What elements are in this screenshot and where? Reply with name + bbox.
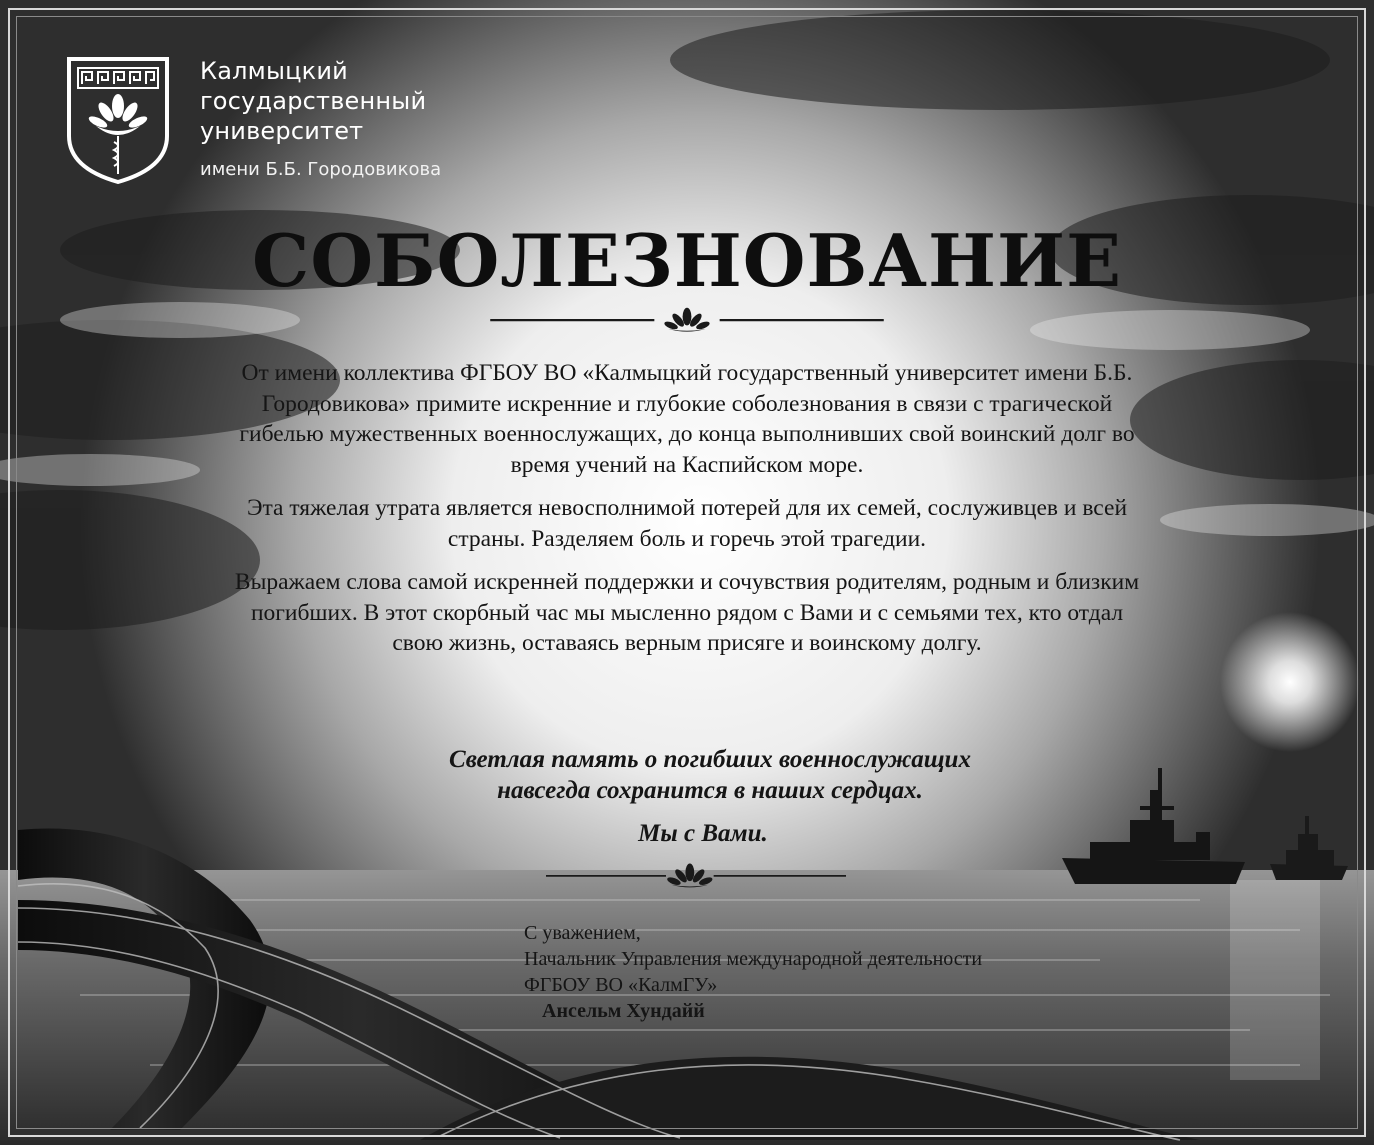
memory-line-2: навсегда сохранится в наших сердцах. <box>497 777 923 804</box>
signature-name: Ансельм Хундайй <box>542 1000 705 1022</box>
lotus-icon <box>663 308 710 332</box>
closing-phrase: Мы с Вами. <box>638 820 768 847</box>
page-title: СОБОЛЕЗНОВАНИЕ <box>252 218 1122 303</box>
signature-greeting: С уважением, <box>524 922 641 944</box>
university-name-line-2: государственный <box>200 87 427 115</box>
signature-block <box>524 920 982 1024</box>
condolence-body <box>230 358 1144 672</box>
lotus-icon <box>666 864 713 888</box>
memory-line-1: Светлая память о погибших военнослужащих <box>449 746 971 773</box>
top-divider <box>464 306 910 336</box>
university-name <box>200 56 441 182</box>
signature-position: Начальник Управления международной деятельности <box>524 948 983 970</box>
university-shield-logo <box>66 56 170 184</box>
university-subtitle: имени Б.Б. Городовикова <box>200 159 442 180</box>
signature-organization: ФГБОУ ВО «КалмГУ» <box>524 974 718 996</box>
bottom-divider <box>526 860 866 890</box>
memory-statement <box>0 744 1374 806</box>
paragraph-2: Эта тяжелая утрата является невосполнимой потерей для их семей, сослуживцев и всей страны. Разделяем боль и горечь этой трагедии. <box>246 495 1128 552</box>
university-name-line-3: университет <box>200 117 364 145</box>
paragraph-3: Выражаем слова самой искренней поддержки и сочувствия родителям, родным и близким погибших. В этот скорбный час мы мысленно рядом с Вами и с семьями тех, кто отдал свою жизнь, оставаясь верным присяге и воинскому долгу. <box>234 569 1140 656</box>
university-name-line-1: Калмыцкий <box>200 57 348 85</box>
paragraph-1: От имени коллектива ФГБОУ ВО «Калмыцкий государственный университет имени Б.Б. Городовикова» примите искренние и глубокие соболезнования в связи с трагической гибелью мужественных военнослужащих, до конца выполнивших свой воинский долг во время учений на Каспийском море. <box>239 360 1135 478</box>
